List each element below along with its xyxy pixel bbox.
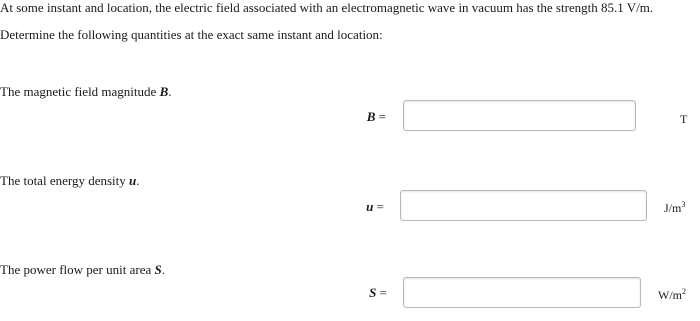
b-label <box>346 109 386 125</box>
b-unit-base: T <box>680 112 688 126</box>
question-u-prompt <box>0 173 140 189</box>
u-equals: = <box>376 199 384 214</box>
u-unit <box>664 200 685 216</box>
s-unit-base: W/m <box>658 288 682 302</box>
b-unit <box>680 111 687 127</box>
question-s-prompt <box>0 262 165 278</box>
question-b-symbol: B <box>159 84 169 99</box>
intro-line-2: Determine the following quantities at the exact same instant and location: <box>0 27 383 42</box>
question-u-symbol: u <box>129 173 137 188</box>
question-u-text: The total energy density <box>0 173 130 188</box>
u-unit-base: J/m <box>664 201 682 215</box>
s-symbol: S <box>369 285 377 300</box>
question-s-end: . <box>161 262 165 277</box>
b-answer-input[interactable] <box>403 100 636 131</box>
question-s-text: The power flow per unit area <box>0 262 155 277</box>
intro-line-1: At some instant and location, the electric field associated with an electromagnetic wave in vacuum has the strength 85.1 V/m. <box>0 0 654 15</box>
question-b-text: The magnetic field magnitude <box>0 84 160 99</box>
question-u-end: . <box>136 173 140 188</box>
s-answer-input[interactable] <box>403 277 641 308</box>
s-unit <box>658 287 686 303</box>
question-s-symbol: S <box>154 262 162 277</box>
u-answer-input[interactable] <box>400 190 647 221</box>
s-label <box>347 285 387 301</box>
b-symbol: B <box>366 109 376 124</box>
question-b-prompt <box>0 84 171 100</box>
question-b-end: . <box>168 84 172 99</box>
u-symbol: u <box>366 199 374 214</box>
s-unit-exp: 2 <box>682 287 686 296</box>
u-label <box>344 199 384 215</box>
s-equals: = <box>379 285 387 300</box>
u-unit-exp: 3 <box>681 200 686 209</box>
b-equals: = <box>378 109 386 124</box>
